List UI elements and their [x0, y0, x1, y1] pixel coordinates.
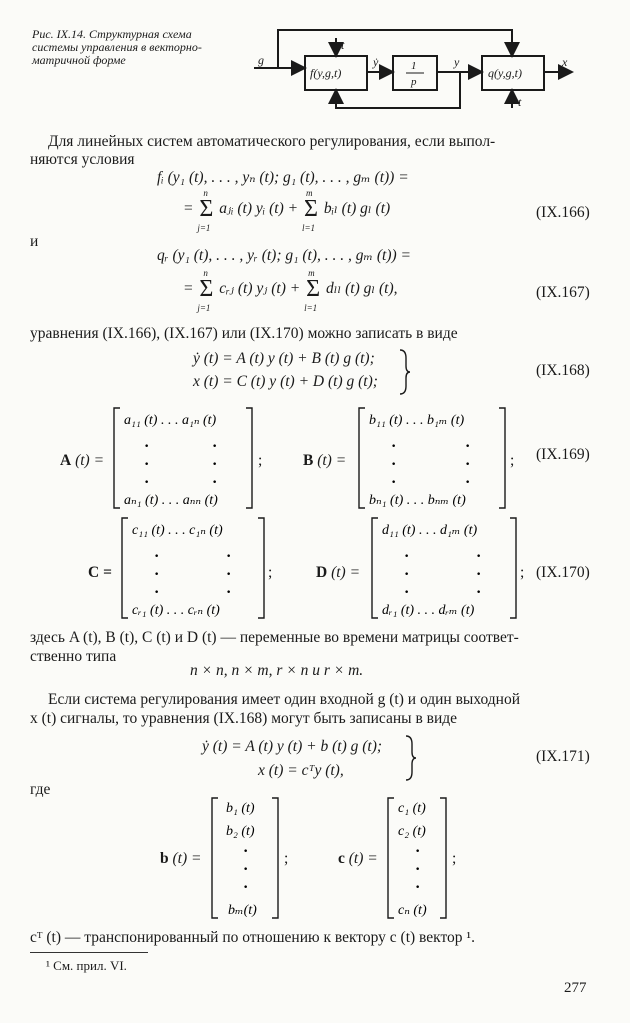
where-word: где — [30, 781, 51, 798]
eq167-line2 — [183, 268, 398, 313]
matrix-dot: · — [154, 548, 160, 565]
figure-caption — [32, 28, 202, 67]
matrix-dot: · — [212, 474, 218, 491]
matrix-A-top-row: a₁₁ (t) . . . a₁ₙ (t) — [124, 413, 217, 428]
matrix-dot: · — [476, 584, 482, 601]
matrix-dot: · — [226, 566, 232, 583]
intro-line-2: няются условия — [30, 151, 135, 168]
and-word: и — [30, 233, 39, 250]
signal-t-top: t — [341, 38, 345, 52]
matrix-dot: · — [476, 566, 482, 583]
matrix-types: n × n, n × m, r × n и r × m. — [190, 662, 364, 679]
matrix-dot: · — [465, 456, 471, 473]
matrix-B-bottom-row: bₙ₁ (t) . . . bₙₘ (t) — [369, 493, 466, 508]
eq166-label: (IX.166) — [536, 204, 590, 221]
matrix-dot: · — [404, 566, 410, 583]
matrix-A-bottom-row: aₙ₁ (t) . . . aₙₙ (t) — [124, 493, 218, 508]
eq-part: dₗₗ (t) gₗ (t), — [322, 280, 398, 298]
vector-c-name: c (t) = — [338, 850, 378, 867]
matrix-dot: · — [144, 456, 150, 473]
matrix-C-name: C = — [88, 564, 112, 581]
signal-g: g — [258, 53, 264, 67]
here-line-2: ственно типа — [30, 648, 117, 665]
vector-dot: · — [415, 861, 421, 878]
eq-part: = — [183, 280, 198, 298]
matrix-dot: · — [144, 438, 150, 455]
here-line-1: здесь A (t), B (t), C (t) и D (t) — переменные во времени матрицы соответ- — [30, 629, 519, 646]
vector-b-after: ; — [284, 850, 289, 867]
sum-limit: j=1 — [197, 303, 211, 313]
vector-c — [386, 796, 448, 920]
matrix-B-name: B (t) = — [303, 452, 347, 469]
block-f-label: f(y,g,t) — [310, 66, 342, 80]
footnote-rule — [30, 952, 148, 953]
matrix-C — [120, 516, 266, 620]
matrix-dot: · — [391, 474, 397, 491]
vector-dot: · — [415, 879, 421, 896]
matrix-D-after: ; — [520, 564, 525, 581]
matrix-A-after: ; — [258, 452, 263, 469]
matrix-D-top-row: d₁₁ (t) . . . d₁ₘ (t) — [382, 523, 478, 538]
vector-c-entry: c₂ (t) — [398, 824, 426, 839]
brace-168 — [398, 348, 412, 396]
block-q-label: q(y,g,t) — [488, 66, 522, 80]
eq171-label: (IX.171) — [536, 748, 590, 765]
matrix-D — [370, 516, 518, 620]
matrix-B-after: ; — [510, 452, 515, 469]
caption-line: Рис. IX.14. Структурная схема — [32, 27, 192, 41]
vector-dot: · — [243, 843, 249, 860]
matrix-D-name: D (t) = — [316, 564, 361, 581]
signal-t-bottom: t — [518, 95, 522, 109]
vector-b-entry: bₘ(t) — [228, 903, 257, 918]
eq170-label: (IX.170) — [536, 564, 590, 581]
matrix-dot: · — [404, 584, 410, 601]
sum-symbol: Σ — [303, 196, 318, 222]
transposed-sentence: cᵀ (t) — транспонированный по отношению к вектору c (t) вектор ¹. — [30, 929, 475, 946]
sum-limit: l=1 — [301, 223, 316, 233]
sum-limit: j=1 — [197, 223, 211, 233]
sum-symbol: Σ — [199, 276, 214, 302]
matrix-dot: · — [212, 456, 218, 473]
signal-x: x — [562, 55, 568, 69]
integrator-numerator: 1 — [411, 60, 417, 72]
block-diagram — [250, 22, 580, 122]
eq169-label: (IX.169) — [536, 446, 590, 463]
footnote: ¹ См. прил. VI. — [46, 958, 127, 973]
eq-part: bᵢₗ (t) gₗ (t) — [319, 200, 391, 218]
eq166-line1: fᵢ (y₁ (t), . . . , yₙ (t); g₁ (t), . . . , gₘ (t)) = — [157, 169, 409, 186]
matrix-dot: · — [212, 438, 218, 455]
eq-part: cᵣⱼ (t) yⱼ (t) + — [215, 280, 305, 298]
caption-line: матричной форме — [32, 53, 126, 67]
single-line-2: x (t) сигналы, то уравнения (IX.168) могут быть записаны в виде — [30, 710, 458, 727]
matrix-dot: · — [465, 438, 471, 455]
matrix-A — [112, 406, 254, 510]
eq168-line1: ẏ (t) = A (t) y (t) + B (t) g (t); — [193, 350, 375, 367]
eq166-line2 — [183, 188, 391, 233]
matrix-dot: · — [226, 548, 232, 565]
vector-c-entry: c₁ (t) — [398, 801, 426, 816]
matrix-dot: · — [476, 548, 482, 565]
matrix-dot: · — [404, 548, 410, 565]
matrix-C-top-row: c₁₁ (t) . . . c₁ₙ (t) — [132, 523, 223, 538]
sum-symbol: Σ — [306, 276, 321, 302]
eq171-line1: ẏ (t) = A (t) y (t) + b (t) g (t); — [202, 738, 383, 755]
sum-limit: l=1 — [304, 303, 318, 313]
vector-c-entry: cₙ (t) — [398, 903, 427, 918]
matrix-dot: · — [154, 584, 160, 601]
sum-symbol: Σ — [199, 196, 214, 222]
signal-y: y — [454, 55, 460, 69]
matrix-dot: · — [154, 566, 160, 583]
eq167-line1: qᵣ (y₁ (t), . . . , yᵣ (t); g₁ (t), . . . , gₘ (t)) = — [157, 247, 412, 264]
vector-b-entry: b₁ (t) — [226, 801, 255, 816]
eq168-line2: x (t) = C (t) y (t) + D (t) g (t); — [193, 373, 378, 390]
vector-dot: · — [243, 861, 249, 878]
vector-dot: · — [415, 843, 421, 860]
equations-intro: уравнения (IX.166), (IX.167) или (IX.170) можно записать в виде — [30, 325, 458, 342]
matrix-B — [357, 406, 507, 510]
vector-dot: · — [243, 879, 249, 896]
matrix-A-name: A (t) = — [60, 452, 105, 469]
matrix-D-bottom-row: dᵣ₁ (t) . . . dᵣₘ (t) — [382, 603, 475, 618]
brace-171 — [404, 734, 418, 782]
sum-limit: n — [203, 268, 208, 278]
matrix-C-after: ; — [268, 564, 273, 581]
matrix-dot: · — [144, 474, 150, 491]
matrix-dot: · — [391, 438, 397, 455]
signal-ydot: ẏ — [373, 55, 379, 69]
matrix-dot: · — [226, 584, 232, 601]
intro-line-1: Для линейных систем автоматического регулирования, если выпол- — [48, 133, 496, 150]
integrator-denominator: p — [411, 76, 417, 88]
page-number: 277 — [564, 980, 587, 996]
eq-part: aⱼᵢ (t) yᵢ (t) + — [215, 200, 302, 218]
vector-c-after: ; — [452, 850, 457, 867]
sum-limit: m — [308, 268, 315, 278]
eq171-line2: x (t) = cᵀy (t), — [258, 762, 344, 779]
caption-line: системы управления в векторно- — [32, 40, 202, 54]
matrix-B-top-row: b₁₁ (t) . . . b₁ₘ (t) — [369, 413, 465, 428]
sum-limit: n — [203, 188, 208, 198]
eq168-label: (IX.168) — [536, 362, 590, 379]
matrix-dot: · — [391, 456, 397, 473]
matrix-C-bottom-row: cᵣ₁ (t) . . . cᵣₙ (t) — [132, 603, 220, 618]
eq-part: = — [183, 200, 198, 218]
vector-b-name: b (t) = — [160, 850, 202, 867]
single-line-1: Если система регулирования имеет один входной g (t) и один выходной — [48, 691, 521, 708]
sum-limit: m — [305, 188, 313, 198]
vector-b — [210, 796, 280, 920]
matrix-dot: · — [465, 474, 471, 491]
vector-b-entry: b₂ (t) — [226, 824, 255, 839]
eq167-label: (IX.167) — [536, 284, 590, 301]
